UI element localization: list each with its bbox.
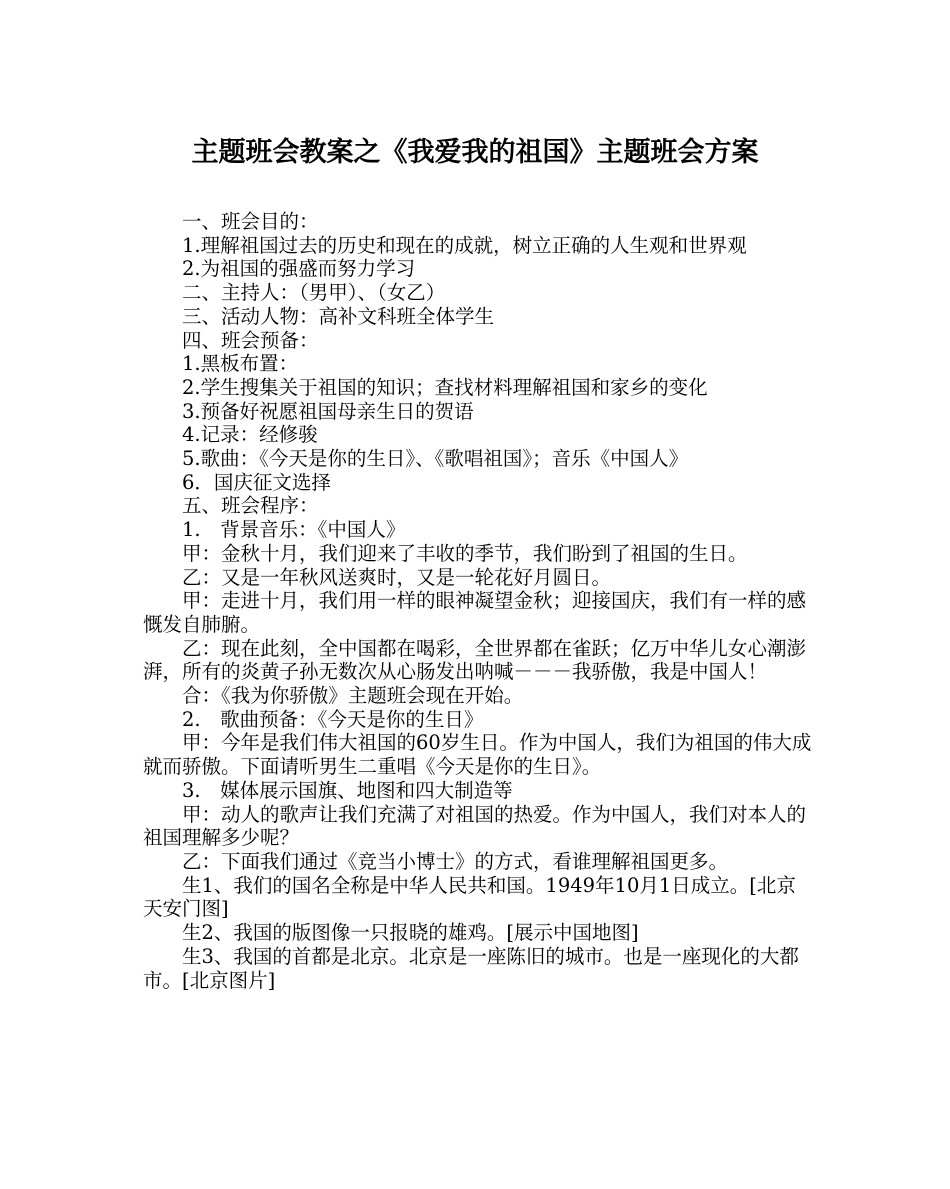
purpose-item: 1.理解祖国过去的历史和现在的成就，树立正确的人生观和世界观 [182,233,747,257]
purpose-item: 2.为祖国的强盛而努力学习 [182,257,416,281]
student-answer: 生1、我们的国名全称是中华人民共和国。1949年10月1日成立。[北京天安门图] [143,873,796,921]
section-heading-hosts: 二、主持人：（男甲）、（女乙） [182,281,446,305]
section-heading-procedure: 五、班会程序： [182,494,319,518]
preparation-item: 3.预备好祝愿祖国母亲生日的贺语 [182,399,474,423]
section-heading-preparation: 四、班会预备： [182,328,319,352]
procedure-step: 2. 歌曲预备：《今天是你的生日》 [182,707,484,731]
student-answer: 生3、我国的首都是北京。北京是一座陈旧的城市。也是一座现化的大都市。[北京图片] [143,944,799,992]
section-heading-purpose: 一、班会目的： [182,210,319,233]
dialogue-line: 甲：金秋十月，我们迎来了丰收的季节，我们盼到了祖国的生日。 [182,541,748,565]
procedure-step: 1. 背景音乐：《中国人》 [182,518,406,542]
student-answer: 生2、我国的版图像一只报晓的雄鸡。[展示中国地图] [182,921,639,945]
preparation-item: 2.学生搜集关于祖国的知识；查找材料理解祖国和家乡的变化 [182,375,708,399]
preparation-item: 6．国庆征文选择 [182,470,331,494]
dialogue-line: 甲：动人的歌声让我们充满了对祖国的热爱。作为中国人，我们对本人的祖国理解多少呢？ [143,802,807,850]
procedure-step: 3. 媒体展示国旗、地图和四大制造等 [182,778,513,802]
dialogue-line: 乙：下面我们通过《竞当小博士》的方式，看谁理解祖国更多。 [182,849,729,873]
preparation-item: 5.歌曲：《今天是你的生日》、《歌唱祖国》；音乐《中国人》 [182,447,689,471]
dialogue-line: 乙：又是一年秋风送爽时，又是一轮花好月圆日。 [182,565,612,589]
preparation-item: 4.记录：经修骏 [182,423,318,447]
dialogue-line: 合：《我为你骄傲》主题班会现在开始。 [182,684,524,708]
document-body [143,210,815,992]
dialogue-line: 甲：今年是我们伟大祖国的60岁生日。作为中国人，我们为祖国的伟大成就而骄傲。下面请听男生二重唱《今天是你的生日》。 [143,731,812,779]
document-title: 主题班会教案之《我爱我的祖国》主题班会方案 [191,137,759,168]
dialogue-line: 乙：现在此刻，全中国都在喝彩，全世界都在雀跃；亿万中华儿女心潮澎湃，所有的炎黄子孙无数次从心肠发出呐喊－－－我骄傲，我是中国人！ [143,636,807,684]
dialogue-line: 甲：走进十月，我们用一样的眼神凝望金秋；迎接国庆，我们有一样的感慨发自肺腑。 [143,589,807,636]
preparation-item: 1.黑板布置： [182,352,299,376]
section-heading-participants: 三、活动人物：高补文科班全体学生 [182,304,495,328]
